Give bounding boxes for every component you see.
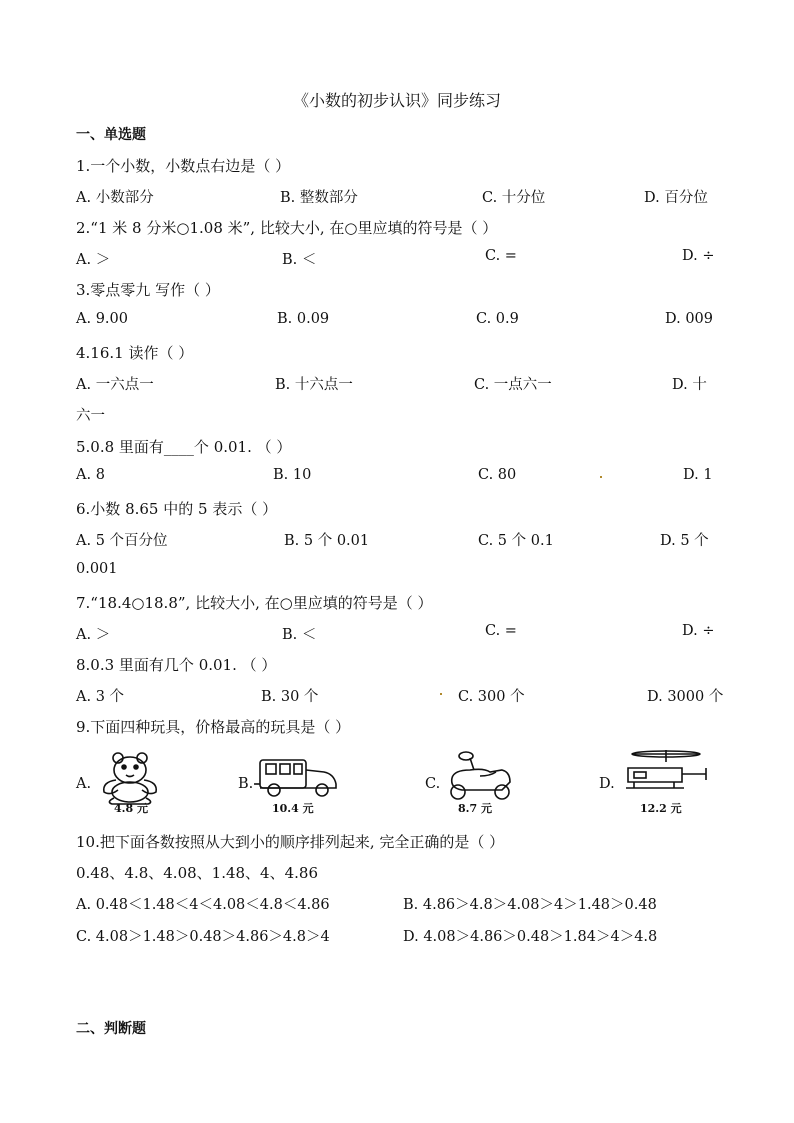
- q1-option-c[interactable]: C. 十分位: [482, 190, 546, 206]
- q2-option-c[interactable]: C. =: [485, 248, 517, 264]
- q8-option-d[interactable]: D. 3000 个: [647, 689, 724, 705]
- q3-option-d[interactable]: D. 009: [665, 311, 714, 327]
- q6-option-d-continued: 0.001: [76, 561, 118, 577]
- question-1: 1.一个小数，小数点右边是（ ）: [76, 157, 291, 175]
- question-10: 10.把下面各数按照从大到小的顺序排列起来, 完全正确的是（ ）: [76, 833, 505, 851]
- section-heading-true-false: 二、判断题: [76, 1021, 146, 1037]
- page-title: 《小数的初步认识》同步练习: [292, 91, 501, 110]
- q9-option-a[interactable]: A.: [76, 776, 92, 792]
- q1-option-d[interactable]: D. 百分位: [644, 190, 708, 206]
- q6-option-d[interactable]: D. 5 个: [660, 533, 709, 549]
- stray-mark: [440, 693, 442, 695]
- question-7: 7.“18.4○18.8”, 比较大小, 在○里应填的符号是（ ）: [76, 594, 433, 612]
- question-9: 9.下面四种玩具，价格最高的玩具是（ ）: [76, 718, 351, 736]
- q9-option-d[interactable]: D.: [599, 776, 615, 792]
- q2-option-a[interactable]: A. ＞: [76, 252, 111, 268]
- q3-option-b[interactable]: B. 0.09: [277, 311, 330, 327]
- question-4: 4.16.1 读作（ ）: [76, 344, 194, 362]
- q7-option-d[interactable]: D. ÷: [682, 623, 715, 639]
- q5-option-a[interactable]: A. 8: [76, 467, 105, 483]
- q6-option-c[interactable]: C. 5 个 0.1: [478, 533, 554, 549]
- q8-option-c[interactable]: C. 300 个: [458, 689, 525, 705]
- q6-option-b[interactable]: B. 5 个 0.01: [284, 533, 370, 549]
- q9-option-c[interactable]: C.: [425, 776, 441, 792]
- stray-mark: [600, 476, 602, 478]
- q4-option-d-continued: 六一: [76, 408, 105, 424]
- q4-option-d[interactable]: D. 十: [672, 377, 707, 393]
- q1-option-a[interactable]: A. 小数部分: [76, 190, 154, 206]
- q2-option-b[interactable]: B. ＜: [282, 252, 317, 268]
- q8-option-a[interactable]: A. 3 个: [76, 689, 125, 705]
- q5-option-c[interactable]: C. 80: [478, 467, 517, 483]
- q9-price-c: 8.7 元: [458, 802, 492, 815]
- q9-option-b[interactable]: B.: [238, 776, 254, 792]
- q9-price-d: 12.2 元: [640, 802, 682, 815]
- q5-option-b[interactable]: B. 10: [273, 467, 312, 483]
- q3-option-c[interactable]: C. 0.9: [476, 311, 519, 327]
- section-heading-single-choice: 一、单选题: [76, 127, 146, 143]
- q9-price-a: 4.8 元: [114, 802, 148, 815]
- q6-option-a[interactable]: A. 5 个百分位: [76, 533, 168, 549]
- q4-option-b[interactable]: B. 十六点一: [275, 377, 353, 393]
- question-8: 8.0.3 里面有几个 0.01. （ ）: [76, 656, 277, 674]
- q5-option-d[interactable]: D. 1: [683, 467, 713, 483]
- question-5: 5.0.8 里面有____个 0.01. （ ）: [76, 438, 292, 456]
- q2-option-d[interactable]: D. ÷: [682, 248, 715, 264]
- q10-option-a[interactable]: A. 0.48＜1.48＜4＜4.08＜4.8＜4.86: [76, 897, 330, 913]
- q9-price-b: 10.4 元: [272, 802, 314, 815]
- q4-option-c[interactable]: C. 一点六一: [474, 377, 552, 393]
- q7-option-b[interactable]: B. ＜: [282, 627, 317, 643]
- q4-option-a[interactable]: A. 一六点一: [76, 377, 154, 393]
- question-6: 6.小数 8.65 中的 5 表示（ ）: [76, 500, 278, 518]
- q8-option-b[interactable]: B. 30 个: [261, 689, 319, 705]
- q3-option-a[interactable]: A. 9.00: [76, 311, 128, 327]
- q10-option-b[interactable]: B. 4.86＞4.8＞4.08＞4＞1.48＞0.48: [403, 897, 657, 913]
- q1-option-b[interactable]: B. 整数部分: [280, 190, 358, 206]
- q7-option-a[interactable]: A. ＞: [76, 627, 111, 643]
- question-2: 2.“1 米 8 分米○1.08 米”, 比较大小, 在○里应填的符号是（ ）: [76, 219, 498, 237]
- q7-option-c[interactable]: C. =: [485, 623, 517, 639]
- question-10-numbers: 0.48、4.8、4.08、1.48、4、4.86: [76, 864, 318, 882]
- q10-option-c[interactable]: C. 4.08＞1.48＞0.48＞4.86＞4.8＞4: [76, 929, 330, 945]
- question-3: 3.零点零九 写作（ ）: [76, 281, 220, 299]
- q10-option-d[interactable]: D. 4.08＞4.86＞0.48＞1.84＞4＞4.8: [403, 929, 658, 945]
